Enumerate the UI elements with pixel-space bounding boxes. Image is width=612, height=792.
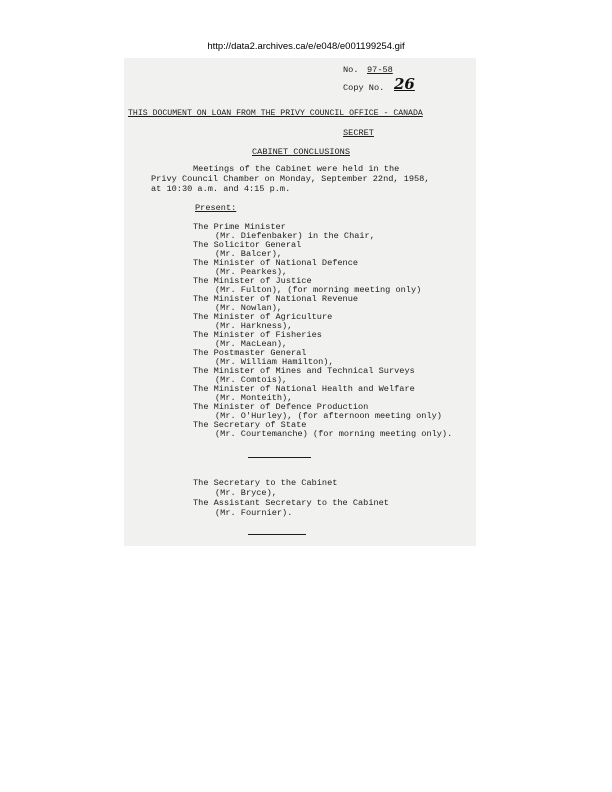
attendee-name: (Mr. Harkness), (215, 321, 293, 331)
attendee-office: The Solicitor General (193, 240, 302, 250)
source-url: http://data2.archives.ca/e/e048/e001199254.gif (207, 41, 405, 52)
document-number-value: 97-58 (367, 65, 393, 75)
closing-divider (248, 534, 306, 535)
secretariat-office: The Assistant Secretary to the Cabinet (193, 498, 389, 508)
attendee-name: (Mr. Comtois), (215, 375, 288, 385)
attendee-office: The Postmaster General (193, 348, 307, 358)
section-divider (248, 457, 311, 458)
attendee-name: (Mr. Fulton), (for morning meeting only) (215, 285, 422, 295)
attendee-office: The Minister of National Health and Welfare (193, 384, 415, 394)
scanned-document-page (124, 58, 476, 546)
loan-notice: THIS DOCUMENT ON LOAN FROM THE PRIVY COUNCIL OFFICE - CANADA (128, 109, 423, 118)
attendee-office: The Minister of Justice (193, 276, 312, 286)
present-label: Present: (195, 203, 237, 213)
attendee-office: The Minister of Mines and Technical Surveys (193, 366, 415, 376)
intro-line: at 10:30 a.m. and 4:15 p.m. (151, 184, 291, 194)
attendee-office: The Minister of Defence Production (193, 402, 369, 412)
attendee-name: (Mr. Diefenbaker) in the Chair, (215, 231, 375, 241)
attendee-office: The Minister of National Defence (193, 258, 359, 268)
intro-line: Privy Council Chamber on Monday, September 22nd, 1958, (151, 174, 430, 184)
attendee-name: (Mr. Nowlan), (215, 303, 283, 313)
secretariat-name: (Mr. Fournier). (215, 508, 293, 518)
attendee-office: The Minister of Fisheries (193, 330, 322, 340)
attendee-office: The Secretary of State (193, 420, 307, 430)
attendee-name: (Mr. Courtemanche) (for morning meeting only). (215, 429, 453, 439)
attendee-name: (Mr. O'Hurley), (for afternoon meeting only) (215, 411, 442, 421)
classification-label: SECRET (343, 128, 374, 138)
document-number-label: No. (343, 65, 359, 75)
document-title: CABINET CONCLUSIONS (252, 147, 350, 157)
attendee-name: (Mr. MacLean), (215, 339, 288, 349)
copy-number-handwritten: 26 (394, 75, 415, 93)
attendee-name: (Mr. Balcer), (215, 249, 283, 259)
secretariat-name: (Mr. Bryce), (215, 488, 277, 498)
attendee-office: The Prime Minister (193, 222, 286, 232)
secretariat-office: The Secretary to the Cabinet (193, 478, 338, 488)
intro-line: Meetings of the Cabinet were held in the (193, 164, 400, 174)
attendee-office: The Minister of Agriculture (193, 312, 333, 322)
attendee-office: The Minister of National Revenue (193, 294, 359, 304)
copy-number-label: Copy No. (343, 83, 385, 93)
attendee-name: (Mr. Monteith), (215, 393, 293, 403)
attendee-name: (Mr. William Hamilton), (215, 357, 334, 367)
attendee-name: (Mr. Pearkes), (215, 267, 288, 277)
